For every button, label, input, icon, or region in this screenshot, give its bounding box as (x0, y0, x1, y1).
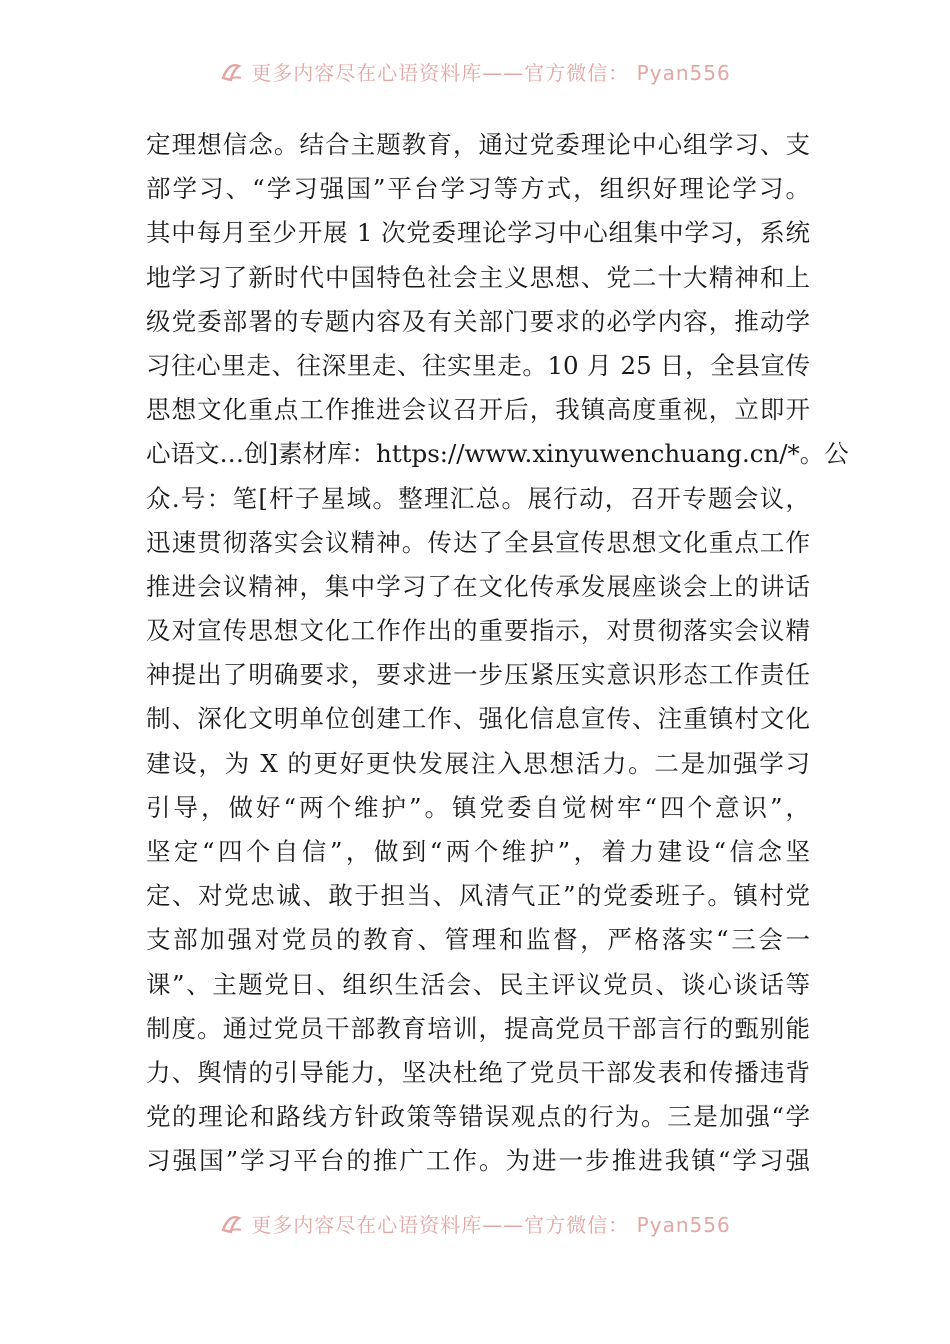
body-line: 支部加强对党员的教育、管理和监督，严格落实“三会一 (146, 925, 810, 955)
footer-watermark (0, 1208, 950, 1238)
body-line: 制、深化文明单位创建工作、强化信息宣传、注重镇村文化 (146, 704, 810, 734)
body-line: 部学习、“学习强国”平台学习等方式，组织好理论学习。 (146, 174, 810, 204)
body-line: 级党委部署的专题内容及有关部门要求的必学内容，推动学 (146, 306, 810, 336)
document-body (146, 123, 849, 1184)
watermark-logo-icon (219, 58, 245, 84)
body-line: 神提出了明确要求，要求进一步压紧压实意识形态工作责任 (146, 660, 810, 690)
body-line: 党的理论和路线方针政策等错误观点的行为。三是加强“学 (146, 1102, 810, 1132)
body-line: 力、舆情的引导能力，坚决杜绝了党员干部发表和传播违背 (146, 1057, 810, 1087)
body-line: 推进会议精神，集中学习了在文化传承发展座谈会上的讲话 (146, 571, 810, 601)
body-line: 迅速贯彻落实会议精神。传达了全县宣传思想文化重点工作 (146, 527, 810, 557)
body-line: 定、对党忠诚、敢于担当、风清气正”的党委班子。镇村党 (146, 881, 810, 911)
watermark-text: 更多内容尽在心语资料库——官方微信： Pyan556 (251, 1212, 731, 1237)
body-line: 坚定“四个自信”，做到“两个维护”，着力建设“信念坚 (146, 837, 810, 866)
body-line: 心语文…创]素材库：https://www.xinyuwenchuang.cn/*。公 (146, 439, 849, 469)
body-line: 习强国”学习平台的推广工作。为进一步推进我镇“学习强 (146, 1146, 810, 1176)
body-line: 制度。通过党员干部教育培训，提高党员干部言行的甄别能 (146, 1013, 810, 1043)
body-line: 习往心里走、往深里走、往实里走。10 月 25 日，全县宣传 (146, 350, 810, 380)
body-line: 思想文化重点工作推进会议召开后，我镇高度重视，立即开 (146, 395, 810, 425)
body-line: 及对宣传思想文化工作作出的重要指示，对贯彻落实会议精 (146, 616, 810, 646)
body-line: 建设，为 X 的更好更快发展注入思想活力。二是加强学习 (146, 748, 810, 778)
body-line: 地学习了新时代中国特色社会主义思想、党二十大精神和上 (146, 262, 810, 292)
watermark-logo-icon (219, 1210, 245, 1236)
body-line: 课”、主题党日、组织生活会、民主评议党员、谈心谈话等 (146, 969, 810, 999)
header-watermark (0, 56, 950, 86)
body-line: 引导，做好“两个维护”。镇党委自觉树牢“四个意识”， (146, 792, 810, 822)
body-line: 其中每月至少开展 1 次党委理论学习中心组集中学习，系统 (146, 218, 810, 248)
body-line: 定理想信念。结合主题教育，通过党委理论中心组学习、支 (146, 130, 810, 159)
body-line: 众.号：笔[杆子星域。整理汇总。展行动，召开专题会议， (146, 483, 810, 513)
watermark-text: 更多内容尽在心语资料库——官方微信： Pyan556 (251, 60, 731, 85)
